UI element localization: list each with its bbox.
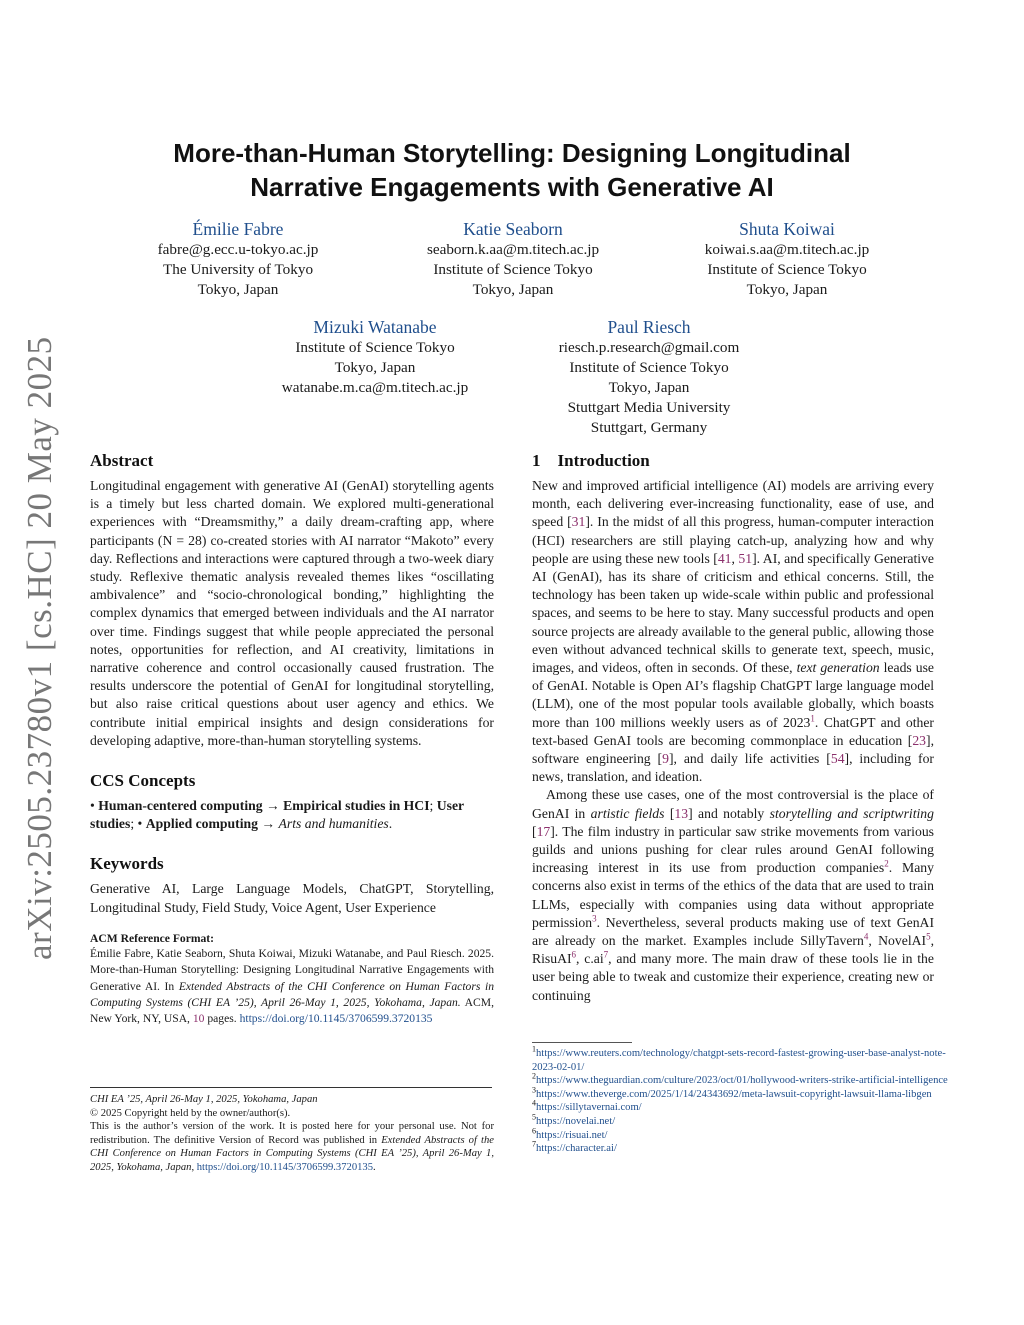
copyright-doi-link[interactable]: https://doi.org/10.1145/3706599.3720135: [196, 1161, 374, 1173]
author-email: fabre@g.ecc.u-tokyo.ac.jp: [157, 241, 319, 258]
author-email: riesch.p.research@gmail.com: [558, 339, 740, 356]
copyright-notice: This is the author’s version of the work. It is posted here for your personal use. Not for redistribution. The definitive Version of Record was published in Extended Abstracts of the CHI Conference on Human Factors in Computing Systems (CHI EA ’25), April 26-May 1, 2025, Yokohama, Japan, https://doi.org/10.1145/3706599.3720135.: [90, 1121, 494, 1173]
left-column: [90, 450, 494, 1028]
footnote-marker[interactable]: 3: [592, 913, 597, 924]
footnote-item: $^2$https://www.theguardian.com/culture/2023/oct/01/hollywood-writers-strike-artificial-intelligence: [532, 1071, 948, 1087]
citation-link[interactable]: 31: [571, 514, 586, 530]
copyright-venue: CHI EA ’25, April 26-May 1, 2025, Yokohama, Japan: [90, 1094, 318, 1105]
author-affiliation-2: Stuttgart Media University: [567, 399, 731, 416]
footnote-item: $^7$https://character.ai/: [532, 1139, 617, 1155]
arrow-icon: →: [261, 816, 276, 832]
footer-divider: [90, 1087, 492, 1088]
footnote-link[interactable]: https://www.reuters.com/technology/chatgpt-sets-record-fastest-growing-user-base-analyst-note-2023-02-01/: [532, 1048, 946, 1073]
footnote-marker[interactable]: 5: [926, 931, 931, 942]
arrow-icon: →: [266, 798, 280, 814]
footnote-item: $^3$https://www.theverge.com/2025/1/14/24343692/meta-lawsuit-copyright-lawsuit-llama-libgen: [532, 1085, 932, 1100]
footnote-item: $^4$https://sillytavernai.com/: [532, 1098, 642, 1114]
author-location: Tokyo, Japan: [334, 359, 416, 376]
footnote-divider: [532, 1042, 632, 1043]
title-line-1: More-than-Human Storytelling: Designing Longitudinal: [173, 138, 851, 168]
footnote-link[interactable]: https://risuai.net/: [536, 1129, 608, 1141]
author-email: seaborn.k.aa@m.titech.ac.jp: [426, 241, 600, 258]
footnote-item: $^6$https://risuai.net/: [532, 1126, 608, 1141]
page-count: 10: [192, 1012, 205, 1026]
author-affiliation: Institute of Science Tokyo: [433, 261, 593, 278]
citation-link[interactable]: 9: [662, 751, 669, 767]
introduction-heading: 1 Introduction: [532, 451, 650, 470]
author-location-2: Stuttgart, Germany: [590, 419, 708, 436]
footnote-marker[interactable]: 6: [571, 949, 577, 960]
author-affiliation: The University of Tokyo: [162, 261, 314, 278]
footnotes: [532, 1044, 952, 1156]
keywords-text: Generative AI, Large Language Models, ChatGPT, Storytelling, Longitudinal Study, Field Study, Voice Agent, User Experience: [90, 881, 494, 915]
citation-link[interactable]: 17: [536, 823, 551, 839]
author-block-3: [686, 218, 888, 300]
copyright-block: [90, 1093, 494, 1174]
paper-title: [0, 136, 1024, 204]
ccs-separator: ; •: [130, 816, 143, 832]
author-name[interactable]: Émilie Fabre: [192, 219, 284, 239]
author-block-5: [538, 316, 760, 438]
citation-link[interactable]: 13: [674, 805, 689, 821]
author-location: Tokyo, Japan: [197, 281, 279, 298]
ccs-concept-1: Human-centered computing: [98, 798, 263, 814]
copyright-line: © 2025 Copyright held by the owner/author(s).: [90, 1107, 291, 1119]
author-name[interactable]: Paul Riesch: [607, 317, 691, 337]
author-block-4: [262, 316, 488, 398]
keywords-heading: Keywords: [90, 854, 164, 874]
title-line-2: Narrative Engagements with Generative AI: [250, 172, 774, 202]
citation-link[interactable]: 23: [912, 732, 927, 748]
author-location: Tokyo, Japan: [746, 281, 828, 298]
footnote-item: $^5$https://novelai.net/: [532, 1112, 616, 1127]
author-affiliation: Institute of Science Tokyo: [569, 359, 729, 376]
citation-link[interactable]: 54: [830, 751, 845, 767]
footnote-link[interactable]: https://www.theguardian.com/culture/2023/oct/01/hollywood-writers-strike-artificial-intelligence: [536, 1075, 948, 1087]
abstract-text: Longitudinal engagement with generative AI (GenAI) storytelling agents is a timely but less charted domain. We explored multi-generational experiences with “Dreamsmithy,” a daily dream-crafting app, where participants (N = 28) co-created stories with AI narrator “Makoto” every day. Reflections and interactions were captured through a two-week diary study. Reflexive thematic analysis revealed themes likes “oscillating ambivalence” and “socio-chronological bonding,” highlighting the complex dynamics that emerged between individuals and the AI narrator over time. Findings suggest that while people appreciated the personal notes, opportunities for reflection, and AI creativity, limitations in narrative coherence and control occasionally caused frustration. The results underscore the potential of GenAI for longitudinal storytelling, but also raise critical questions about user agency and ethics. We contribute initial empirical insights and design considerations for developing adaptive, more-than-human storytelling systems.: [90, 478, 494, 748]
doi-link[interactable]: https://doi.org/10.1145/3706599.3720135: [239, 1012, 433, 1026]
ccs-concept-4: Applied computing: [145, 816, 258, 832]
footnote-link[interactable]: https://character.ai/: [536, 1143, 617, 1155]
footnote-item: $^1$https://www.reuters.com/technology/chatgpt-sets-record-fastest-growing-user-base-analyst-note-2023-02-01/: [532, 1044, 946, 1073]
ccs-heading: CCS Concepts: [90, 771, 196, 791]
acm-reference-text: Émilie Fabre, Katie Seaborn, Shuta Koiwai, Mizuki Watanabe, and Paul Riesch. 2025. More-than-Human Storytelling: Designing Longitudinal Narrative Engagements with Generative AI. In Extended Abstracts of the CHI Conference on Human Factors in Computing Systems (CHI EA ’25), April 26-May 1, 2025, Yokohama, Japan. ACM, New York, NY, USA, 10 pages. https://doi.org/10.1145/3706599.3720135: [90, 946, 494, 1026]
author-block-2: [408, 218, 618, 300]
footnote-link[interactable]: https://www.theverge.com/2025/1/14/24343692/meta-lawsuit-copyright-lawsuit-llama-libgen: [536, 1088, 932, 1100]
ccs-concept-2: Empirical studies in HCI: [283, 798, 430, 814]
author-email: watanabe.m.ca@m.titech.ac.jp: [281, 379, 469, 396]
ccs-concept-5: Arts and humanities: [278, 816, 389, 832]
author-affiliation: Institute of Science Tokyo: [295, 339, 455, 356]
author-email: koiwai.s.aa@m.titech.ac.jp: [704, 241, 870, 258]
ccs-concept-3: User studies: [90, 798, 464, 832]
footnote-link[interactable]: https://sillytavernai.com/: [536, 1102, 642, 1114]
footnote-link[interactable]: https://novelai.net/: [536, 1115, 616, 1127]
intro-paragraph-2: Among these use cases, one of the most controversial is the place of GenAI in artistic fields [13] and notably storytelling and scriptwriting [17]. The film industry in particular saw strike movements from various guilds and unions pushing for clear rules around GenAI following increasing interest in its use from production companies$^2$. Many concerns also exist in terms of the ethics of the data that are used to train LLMs, especially with companies using data without appropriate permission$^3$. Nevertheless, several products making use of text GenAI are already on the market. Examples include SillyTavern$^4$, NovelAI$^5$, RisuAI$^6$, $c.ai^7$, and many more. The main draw of these tools lie in the user being able to tweak and customize their experience, creating new or continuing: [532, 787, 934, 1003]
author-location: Tokyo, Japan: [608, 379, 690, 396]
author-name[interactable]: Katie Seaborn: [463, 219, 563, 239]
author-name[interactable]: Mizuki Watanabe: [313, 317, 437, 337]
right-column: [532, 450, 934, 1005]
citation-link[interactable]: 41: [717, 550, 732, 566]
abstract-heading: Abstract: [90, 451, 154, 470]
acm-reference-heading: ACM Reference Format:: [90, 931, 215, 945]
author-affiliation: Institute of Science Tokyo: [707, 261, 867, 278]
acm-reference-venue: Extended Abstracts of the CHI Conference on Human Factors in Computing Systems (CHI EA ’25), April 26-May 1, 2025, Yokohama, Japan.: [90, 979, 494, 1010]
footnote-marker[interactable]: 7: [603, 949, 609, 960]
author-location: Tokyo, Japan: [472, 281, 554, 298]
footnote-marker[interactable]: 2: [884, 858, 889, 869]
arxiv-identifier: arXiv:2505.23780v1 [cs.HC] 20 May 2025: [20, 336, 59, 960]
intro-paragraph-1: New and improved artificial intelligence (AI) models are arriving every month, each delivering ever-increasing functionality, ease of use, and speed [31]. In the midst of all this progress, human-computer interaction (HCI) researchers are still playing catch-up, analyzing how and why people are using these new tools [41, 51]. AI, and specifically Generative AI (GenAI), has its share of criticism and ethical concerns. Still, the technology has been taken up wide-scale within public and professional spaces, and seems to be here to stay. Many successful products and open source projects are already available to the general public, allowing those even without advanced technical skills to generate text, speech, music, images, and videos, often in seconds. Of these, text generation leads use of GenAI. Notable is Open AI’s flagship ChatGPT large language model (LLM), one of the most popular tools available globally, which boasts more than 100 millions weekly users as of 2023$^1$. ChatGPT and other text-based GenAI tools are becoming commonplace in education [23], software engineering [9], and daily life activities [54], including for news, translation, and ideation.: [532, 478, 934, 785]
footnote-marker[interactable]: 4: [863, 931, 869, 942]
citation-link[interactable]: 51: [738, 550, 753, 566]
footnote-marker[interactable]: 1: [810, 713, 815, 724]
author-name[interactable]: Shuta Koiwai: [739, 219, 835, 239]
ccs-separator: ;: [429, 798, 434, 814]
ccs-concepts: • Human-centered computing → Empirical studies in HCI; User studies; • Applied computing → Arts and humanities.: [90, 798, 464, 832]
author-block-1: [138, 218, 338, 300]
